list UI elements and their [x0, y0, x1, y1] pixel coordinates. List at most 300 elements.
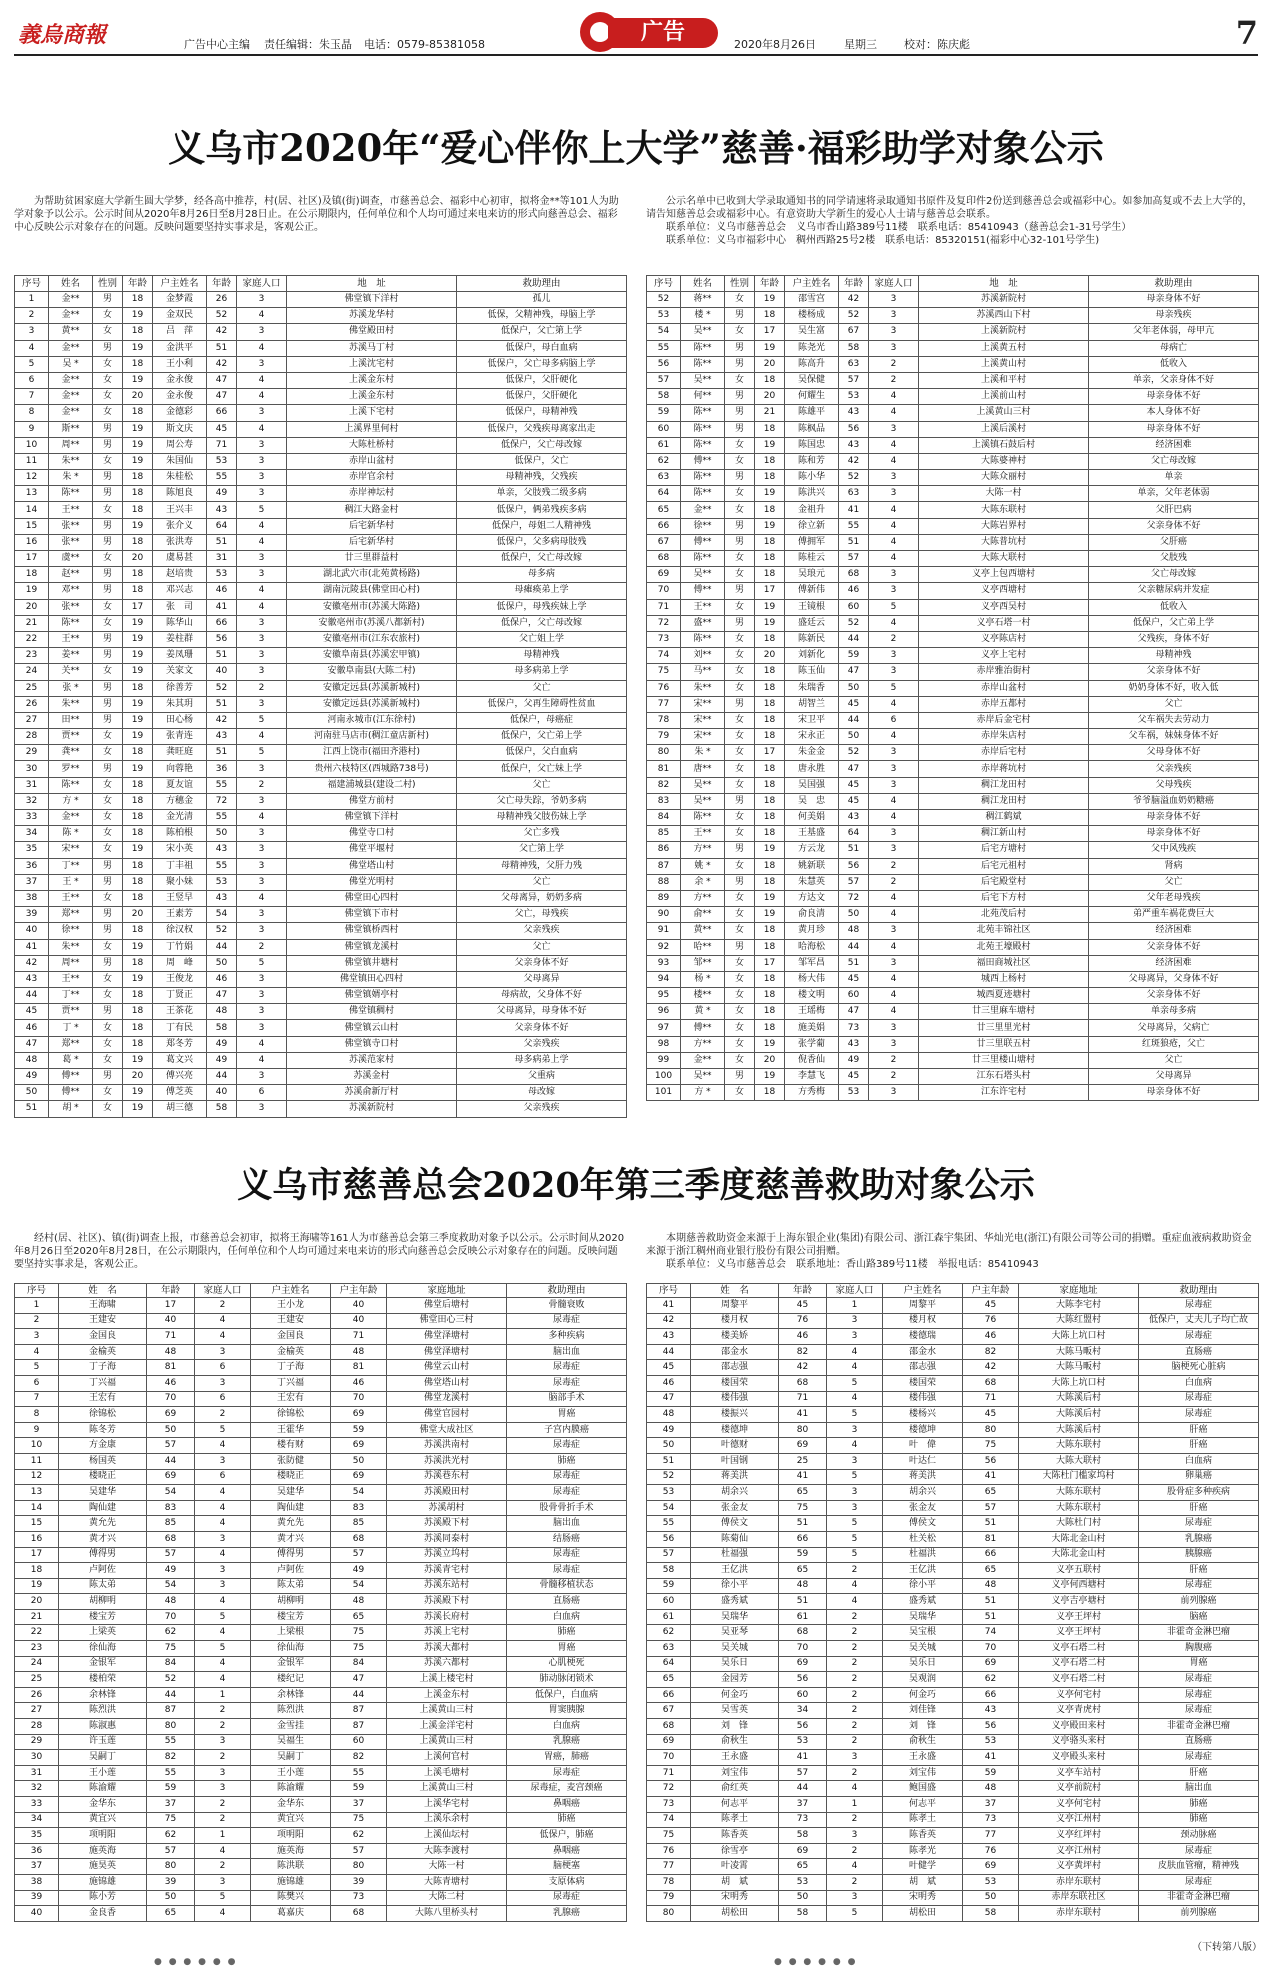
column-header: 户主年龄	[331, 1284, 387, 1298]
table-cell: 48	[839, 923, 869, 939]
table-cell: 18	[123, 810, 153, 826]
table-row	[15, 389, 627, 405]
table-cell: 3	[237, 696, 287, 712]
table-row	[15, 1298, 627, 1314]
table-cell: 楼**	[681, 988, 725, 1004]
table-cell: 19	[755, 437, 785, 453]
table-cell: 王茶花	[153, 1004, 207, 1020]
table-cell: 2	[195, 1298, 251, 1314]
table-cell: 葛文兴	[153, 1052, 207, 1068]
table-cell: 义亭王坪村	[1019, 1609, 1139, 1625]
table-cell: 55	[839, 518, 869, 534]
table-cell: 81	[963, 1531, 1019, 1547]
table-cell: 父年老体弱，母甲亢	[1089, 324, 1259, 340]
table-cell: 45	[647, 1360, 691, 1376]
table-cell: 杜关松	[883, 1531, 963, 1547]
table-cell: 4	[869, 1004, 919, 1020]
table-cell: 义亭上包西塘村	[919, 567, 1089, 583]
table-cell: 周黎平	[883, 1298, 963, 1314]
table-cell: 21	[15, 615, 49, 631]
table-cell: 57	[779, 1765, 827, 1781]
table-cell: 21	[755, 405, 785, 421]
table-cell: 义亭西塘村	[919, 583, 1089, 599]
table-row	[15, 1344, 627, 1360]
table-cell: 陈玉仙	[785, 664, 839, 680]
table-cell: 蒋美洪	[883, 1469, 963, 1485]
table-cell: 低保户，父多病母肢残	[457, 534, 627, 550]
table-cell: 关家文	[153, 664, 207, 680]
table-cell: 1	[827, 1797, 883, 1813]
table-cell: 金**	[681, 1052, 725, 1068]
table-cell: 26	[207, 292, 237, 308]
table-cell: 黄允先	[251, 1516, 331, 1532]
table-cell: 女	[93, 939, 123, 955]
table-cell: 19	[123, 664, 153, 680]
table-cell: 3	[869, 324, 919, 340]
table-cell: 45	[779, 1298, 827, 1314]
table-cell: 上溪镇石鼓后村	[919, 437, 1089, 453]
table-cell: 张青连	[153, 729, 207, 745]
table-cell: 邹军昌	[785, 955, 839, 971]
table-cell: 女	[93, 890, 123, 906]
table-cell: 70	[647, 1750, 691, 1766]
table-cell: 4	[237, 534, 287, 550]
table-cell: 3	[237, 907, 287, 923]
table-cell: 王**	[49, 502, 93, 518]
table-cell: 陈太弟	[251, 1578, 331, 1594]
table-cell: 何耀生	[785, 389, 839, 405]
table-cell: 20	[123, 389, 153, 405]
table-cell: 父亲身体不好	[1089, 518, 1259, 534]
table-cell: 金**	[49, 372, 93, 388]
table-cell: 张介义	[153, 518, 207, 534]
table-cell: 40	[15, 1906, 59, 1922]
table-cell: 3	[869, 761, 919, 777]
table-header-row	[15, 1284, 627, 1298]
table-cell: 49	[147, 1563, 195, 1579]
table-cell: 52	[839, 615, 869, 631]
table-cell: 陈柏根	[153, 826, 207, 842]
table-row	[647, 599, 1259, 615]
table-cell: 佛堂方前村	[287, 793, 457, 809]
table-row	[647, 1625, 1259, 1641]
table-cell: 丁子海	[59, 1360, 147, 1376]
table-cell: 唐永胜	[785, 761, 839, 777]
table-cell: 尿毒症	[507, 1547, 627, 1563]
table-cell: 51	[15, 1101, 49, 1117]
table-cell: 18	[755, 534, 785, 550]
table-cell: 苏溪新院村	[287, 1101, 457, 1117]
table-cell: 女	[725, 324, 755, 340]
table-cell: 傅得男	[59, 1547, 147, 1563]
table-cell: 女	[725, 712, 755, 728]
table-cell: 18	[755, 923, 785, 939]
table-cell: 陈香英	[691, 1828, 779, 1844]
table-cell: 4	[869, 502, 919, 518]
table-cell: 69	[331, 1469, 387, 1485]
table-cell: 10	[15, 437, 49, 453]
table-cell: 吴亚琴	[691, 1625, 779, 1641]
table-cell: 后宅下方村	[919, 890, 1089, 906]
table-cell: 佛堂泽塘村	[387, 1344, 507, 1360]
table-row	[15, 1453, 627, 1469]
table-cell: 傅**	[49, 1085, 93, 1101]
table-cell: 大陈众丽村	[919, 470, 1089, 486]
table-cell: 57	[147, 1438, 195, 1454]
table-cell: 项明阳	[251, 1828, 331, 1844]
table-cell: 65	[779, 1859, 827, 1875]
table-cell: 3	[237, 405, 287, 421]
table-cell: 3	[195, 1734, 251, 1750]
table-cell: 18	[755, 502, 785, 518]
table-row	[647, 988, 1259, 1004]
table-cell: 金雪挂	[251, 1719, 331, 1735]
table-cell: 8	[15, 405, 49, 421]
table-cell: 5	[237, 745, 287, 761]
intro-scholarship-left: 为帮助贫困家庭大学新生圆大学梦，经各高中推荐，村(居、社区)及镇(街)调查，市慈善总会、福彩中心初审，拟将金**等101人为助学对象予以公示。公示时间从2020年8月26日至8月28日止。在公示期限内，任何单位和个人均可通过来电来访的形式向慈善总会、福彩中心反映公示对象存在的问题。反映问题要坚持实事求是，客观公正。	[14, 196, 619, 233]
table-cell: 47	[207, 372, 237, 388]
table-row	[647, 1750, 1259, 1766]
table-cell: 低保户，父亡母多病脑上学	[457, 356, 627, 372]
table-cell: 义亭何宅村	[1019, 1797, 1139, 1813]
table-cell: 肺癌	[507, 1453, 627, 1469]
table-cell: 3	[237, 988, 287, 1004]
table-cell: 39	[331, 1874, 387, 1890]
table-cell: 丁**	[49, 858, 93, 874]
table-cell: 王永盛	[883, 1750, 963, 1766]
table-cell: 徐立新	[785, 518, 839, 534]
table-cell: 37	[963, 1797, 1019, 1813]
table-cell: 田心杨	[153, 712, 207, 728]
table-cell: 楼晓正	[59, 1469, 147, 1485]
table-cell: 43	[207, 729, 237, 745]
table-cell: 85	[147, 1516, 195, 1532]
table-row	[647, 1469, 1259, 1485]
scholarship-table-right	[646, 275, 1259, 1101]
table-row	[647, 712, 1259, 728]
table-row	[15, 1641, 627, 1657]
table-cell: 男	[93, 648, 123, 664]
column-header: 家庭地址	[1019, 1284, 1139, 1298]
table-cell: 直肠癌	[507, 1594, 627, 1610]
table-cell: 55	[147, 1765, 195, 1781]
column-header: 序号	[15, 1284, 59, 1298]
table-cell: 5	[237, 502, 287, 518]
table-row	[15, 1859, 627, 1875]
table-cell: 吴关城	[883, 1641, 963, 1657]
table-cell: 77	[647, 1859, 691, 1875]
phone-number: 电话：0579-85381058	[364, 38, 485, 51]
table-cell: 11	[15, 453, 49, 469]
table-cell: 赤岸朱店村	[919, 729, 1089, 745]
table-cell: 56	[963, 1719, 1019, 1735]
table-cell: 王宏有	[251, 1391, 331, 1407]
table-cell: 69	[647, 567, 681, 583]
table-cell: 胡 斌	[883, 1874, 963, 1890]
table-cell: 俞良清	[785, 907, 839, 923]
table-cell: 女	[725, 826, 755, 842]
table-cell: 4	[869, 389, 919, 405]
table-cell: 3	[195, 1375, 251, 1391]
table-cell: 王海啸	[59, 1298, 147, 1314]
table-cell: 河南永城市(江东徐村)	[287, 712, 457, 728]
table-row	[647, 389, 1259, 405]
table-cell: 义亭车站村	[1019, 1765, 1139, 1781]
table-cell: 52	[647, 292, 681, 308]
table-cell: 23	[15, 648, 49, 664]
table-row	[647, 1313, 1259, 1329]
table-cell: 女	[93, 729, 123, 745]
table-cell: 41	[779, 1469, 827, 1485]
table-cell: 吴乐日	[691, 1656, 779, 1672]
table-cell: 96	[647, 1004, 681, 1020]
table-cell: 12	[15, 1469, 59, 1485]
editor-label: 广告中心主编	[184, 38, 250, 51]
table-cell: 19	[123, 615, 153, 631]
table-cell: 57	[647, 372, 681, 388]
table-cell: 女	[725, 1036, 755, 1052]
table-cell: 鼻咽癌	[507, 1843, 627, 1859]
table-row	[15, 874, 627, 890]
table-header-row	[647, 1284, 1259, 1298]
table-cell: 宋卫平	[785, 712, 839, 728]
table-cell: 邹**	[681, 955, 725, 971]
table-cell: 低保户，父白血病	[457, 745, 627, 761]
table-cell: 女	[93, 502, 123, 518]
table-cell: 胡柳明	[59, 1594, 147, 1610]
table-cell: 45	[963, 1298, 1019, 1314]
table-cell: 徐小平	[883, 1578, 963, 1594]
table-cell: 2	[827, 1734, 883, 1750]
table-cell: 19	[755, 518, 785, 534]
table-cell: 张**	[49, 518, 93, 534]
table-cell: 施英海	[251, 1843, 331, 1859]
table-cell: 张**	[49, 599, 93, 615]
table-cell: 26	[15, 696, 49, 712]
table-cell: 江东石塔头村	[919, 1069, 1089, 1085]
table-cell: 白血病	[507, 1719, 627, 1735]
table-row	[15, 453, 627, 469]
table-cell: 龚**	[49, 745, 93, 761]
table-cell: 76	[647, 680, 681, 696]
table-cell: 22	[15, 631, 49, 647]
table-cell: 男	[725, 534, 755, 550]
table-row	[647, 1500, 1259, 1516]
table-cell: 50	[207, 826, 237, 842]
table-cell: 稠江鹤斌	[919, 810, 1089, 826]
table-cell: 王素芳	[153, 907, 207, 923]
table-cell: 55	[207, 777, 237, 793]
table-cell: 66	[647, 518, 681, 534]
table-cell: 楼有财	[251, 1438, 331, 1454]
table-cell: 69	[331, 1438, 387, 1454]
table-row	[647, 1438, 1259, 1454]
table-cell: 16	[15, 1531, 59, 1547]
table-cell: 66	[207, 615, 237, 631]
table-cell: 44	[779, 1781, 827, 1797]
table-cell: 18	[123, 826, 153, 842]
table-cell: 51	[207, 696, 237, 712]
table-cell: 女	[93, 1085, 123, 1101]
table-cell: 5	[195, 1609, 251, 1625]
table-cell: 18	[123, 680, 153, 696]
table-cell: 8	[15, 1407, 59, 1423]
table-cell: 70	[331, 1391, 387, 1407]
table-row	[647, 1547, 1259, 1563]
table-cell: 19	[123, 372, 153, 388]
table-cell: 男	[93, 696, 123, 712]
table-cell: 4	[237, 583, 287, 599]
table-cell: 53	[207, 567, 237, 583]
table-row	[15, 1890, 627, 1906]
table-cell: 后宅新华村	[287, 518, 457, 534]
table-row	[647, 1843, 1259, 1859]
table-cell: 女	[725, 745, 755, 761]
table-cell: 上溪黄山村	[919, 356, 1089, 372]
table-cell: 55	[147, 1734, 195, 1750]
table-row	[15, 1843, 627, 1859]
table-cell: 19	[755, 1069, 785, 1085]
table-cell: 5	[827, 1906, 883, 1922]
table-cell: 71	[207, 437, 237, 453]
table-cell: 朱**	[49, 453, 93, 469]
table-cell: 3	[237, 453, 287, 469]
table-cell: 3	[195, 1781, 251, 1797]
table-cell: 84	[647, 810, 681, 826]
table-cell: 19	[123, 1101, 153, 1117]
table-cell: 苏溪金村	[287, 1069, 457, 1085]
table-cell: 邓兴志	[153, 583, 207, 599]
table-cell: 3	[237, 1004, 287, 1020]
table-cell: 2	[869, 1052, 919, 1068]
table-cell: 18	[15, 567, 49, 583]
table-cell: 父母离异，奶奶多病	[457, 890, 627, 906]
table-cell: 40	[331, 1298, 387, 1314]
table-cell: 72	[647, 1781, 691, 1797]
table-cell: 3	[869, 292, 919, 308]
column-header: 救助理由	[507, 1284, 627, 1298]
table-cell: 尿毒症	[507, 1375, 627, 1391]
table-cell: 上溪上楼宅村	[387, 1672, 507, 1688]
table-cell: 女	[93, 664, 123, 680]
column-header: 家庭人口	[827, 1284, 883, 1298]
table-cell: 18	[755, 696, 785, 712]
table-cell: 18	[123, 858, 153, 874]
proofreader: 校对：陈庆彪	[904, 38, 970, 51]
table-cell: 46	[331, 1375, 387, 1391]
table-cell: 黄才兴	[251, 1531, 331, 1547]
table-cell: 经济困难	[1089, 437, 1259, 453]
table-row	[15, 1516, 627, 1532]
table-cell: 75	[963, 1438, 1019, 1454]
table-cell: 54	[331, 1485, 387, 1501]
table-cell: 69	[963, 1859, 1019, 1875]
table-cell: 30	[15, 1750, 59, 1766]
table-cell: 18	[755, 308, 785, 324]
table-row	[647, 470, 1259, 486]
table-cell: 姚新联	[785, 858, 839, 874]
table-cell: 女	[93, 988, 123, 1004]
column-header: 序号	[647, 1284, 691, 1298]
table-cell: 59	[839, 648, 869, 664]
table-cell: 57	[147, 1843, 195, 1859]
table-cell: 大陈大联村	[1019, 1453, 1139, 1469]
table-cell: 43	[839, 1036, 869, 1052]
table-cell: 46	[147, 1375, 195, 1391]
table-cell: 75	[647, 664, 681, 680]
table-cell: 苏溪洪光村	[387, 1453, 507, 1469]
table-row	[15, 486, 627, 502]
table-cell: 2	[827, 1656, 883, 1672]
table-cell: 女	[725, 551, 755, 567]
table-cell: 尿毒症	[507, 1360, 627, 1376]
table-cell: 陈桂云	[785, 551, 839, 567]
table-cell: 70	[647, 583, 681, 599]
table-cell: 金榆英	[59, 1344, 147, 1360]
table-cell: 母亲身体不好	[1089, 826, 1259, 842]
table-cell: 男	[725, 389, 755, 405]
table-cell: 吴关城	[691, 1641, 779, 1657]
table-cell: 4	[827, 1344, 883, 1360]
table-cell: 18	[123, 1020, 153, 1036]
table-cell: 女	[93, 971, 123, 987]
table-cell: 丁有民	[153, 1020, 207, 1036]
table-cell: 3	[237, 1020, 287, 1036]
table-row	[15, 1375, 627, 1391]
table-cell: 赵**	[49, 567, 93, 583]
table-cell: 53	[963, 1874, 1019, 1890]
table-cell: 4	[195, 1485, 251, 1501]
table-cell: 69	[647, 1734, 691, 1750]
table-cell: 47	[207, 988, 237, 1004]
table-cell: 苏溪马丁村	[287, 340, 457, 356]
table-cell: 92	[647, 939, 681, 955]
table-cell: 36	[207, 761, 237, 777]
table-cell: 3	[237, 664, 287, 680]
table-cell: 19	[15, 1578, 59, 1594]
table-cell: 女	[725, 777, 755, 793]
table-cell: 男	[93, 292, 123, 308]
table-cell: 义亭前院村	[1019, 1781, 1139, 1797]
table-cell: 37	[779, 1797, 827, 1813]
table-cell: 53	[963, 1734, 1019, 1750]
table-cell: 64	[647, 1656, 691, 1672]
table-cell: 父中风残疾	[1089, 842, 1259, 858]
table-cell: 胃窦胰腺	[507, 1703, 627, 1719]
table-cell: 朱**	[681, 680, 725, 696]
table-cell: 经济困难	[1089, 923, 1259, 939]
table-cell: 47	[331, 1672, 387, 1688]
table-cell: 77	[647, 696, 681, 712]
table-cell: 男	[93, 858, 123, 874]
table-row	[15, 1500, 627, 1516]
table-cell: 王小莲	[59, 1765, 147, 1781]
table-cell: 大陈一村	[919, 486, 1089, 502]
table-row	[15, 356, 627, 372]
table-cell: 41	[839, 502, 869, 518]
table-cell: 男	[725, 308, 755, 324]
table-cell: 20	[755, 648, 785, 664]
table-cell: 非霍奇金淋巴瘤	[1139, 1625, 1259, 1641]
table-cell: 许玉莲	[59, 1734, 147, 1750]
table-cell: 53	[207, 453, 237, 469]
table-row	[647, 1859, 1259, 1875]
table-cell: 12	[15, 470, 49, 486]
table-row	[15, 615, 627, 631]
table-cell: 倪香仙	[785, 1052, 839, 1068]
table-cell: 陈旭良	[153, 486, 207, 502]
table-cell: 51	[207, 340, 237, 356]
